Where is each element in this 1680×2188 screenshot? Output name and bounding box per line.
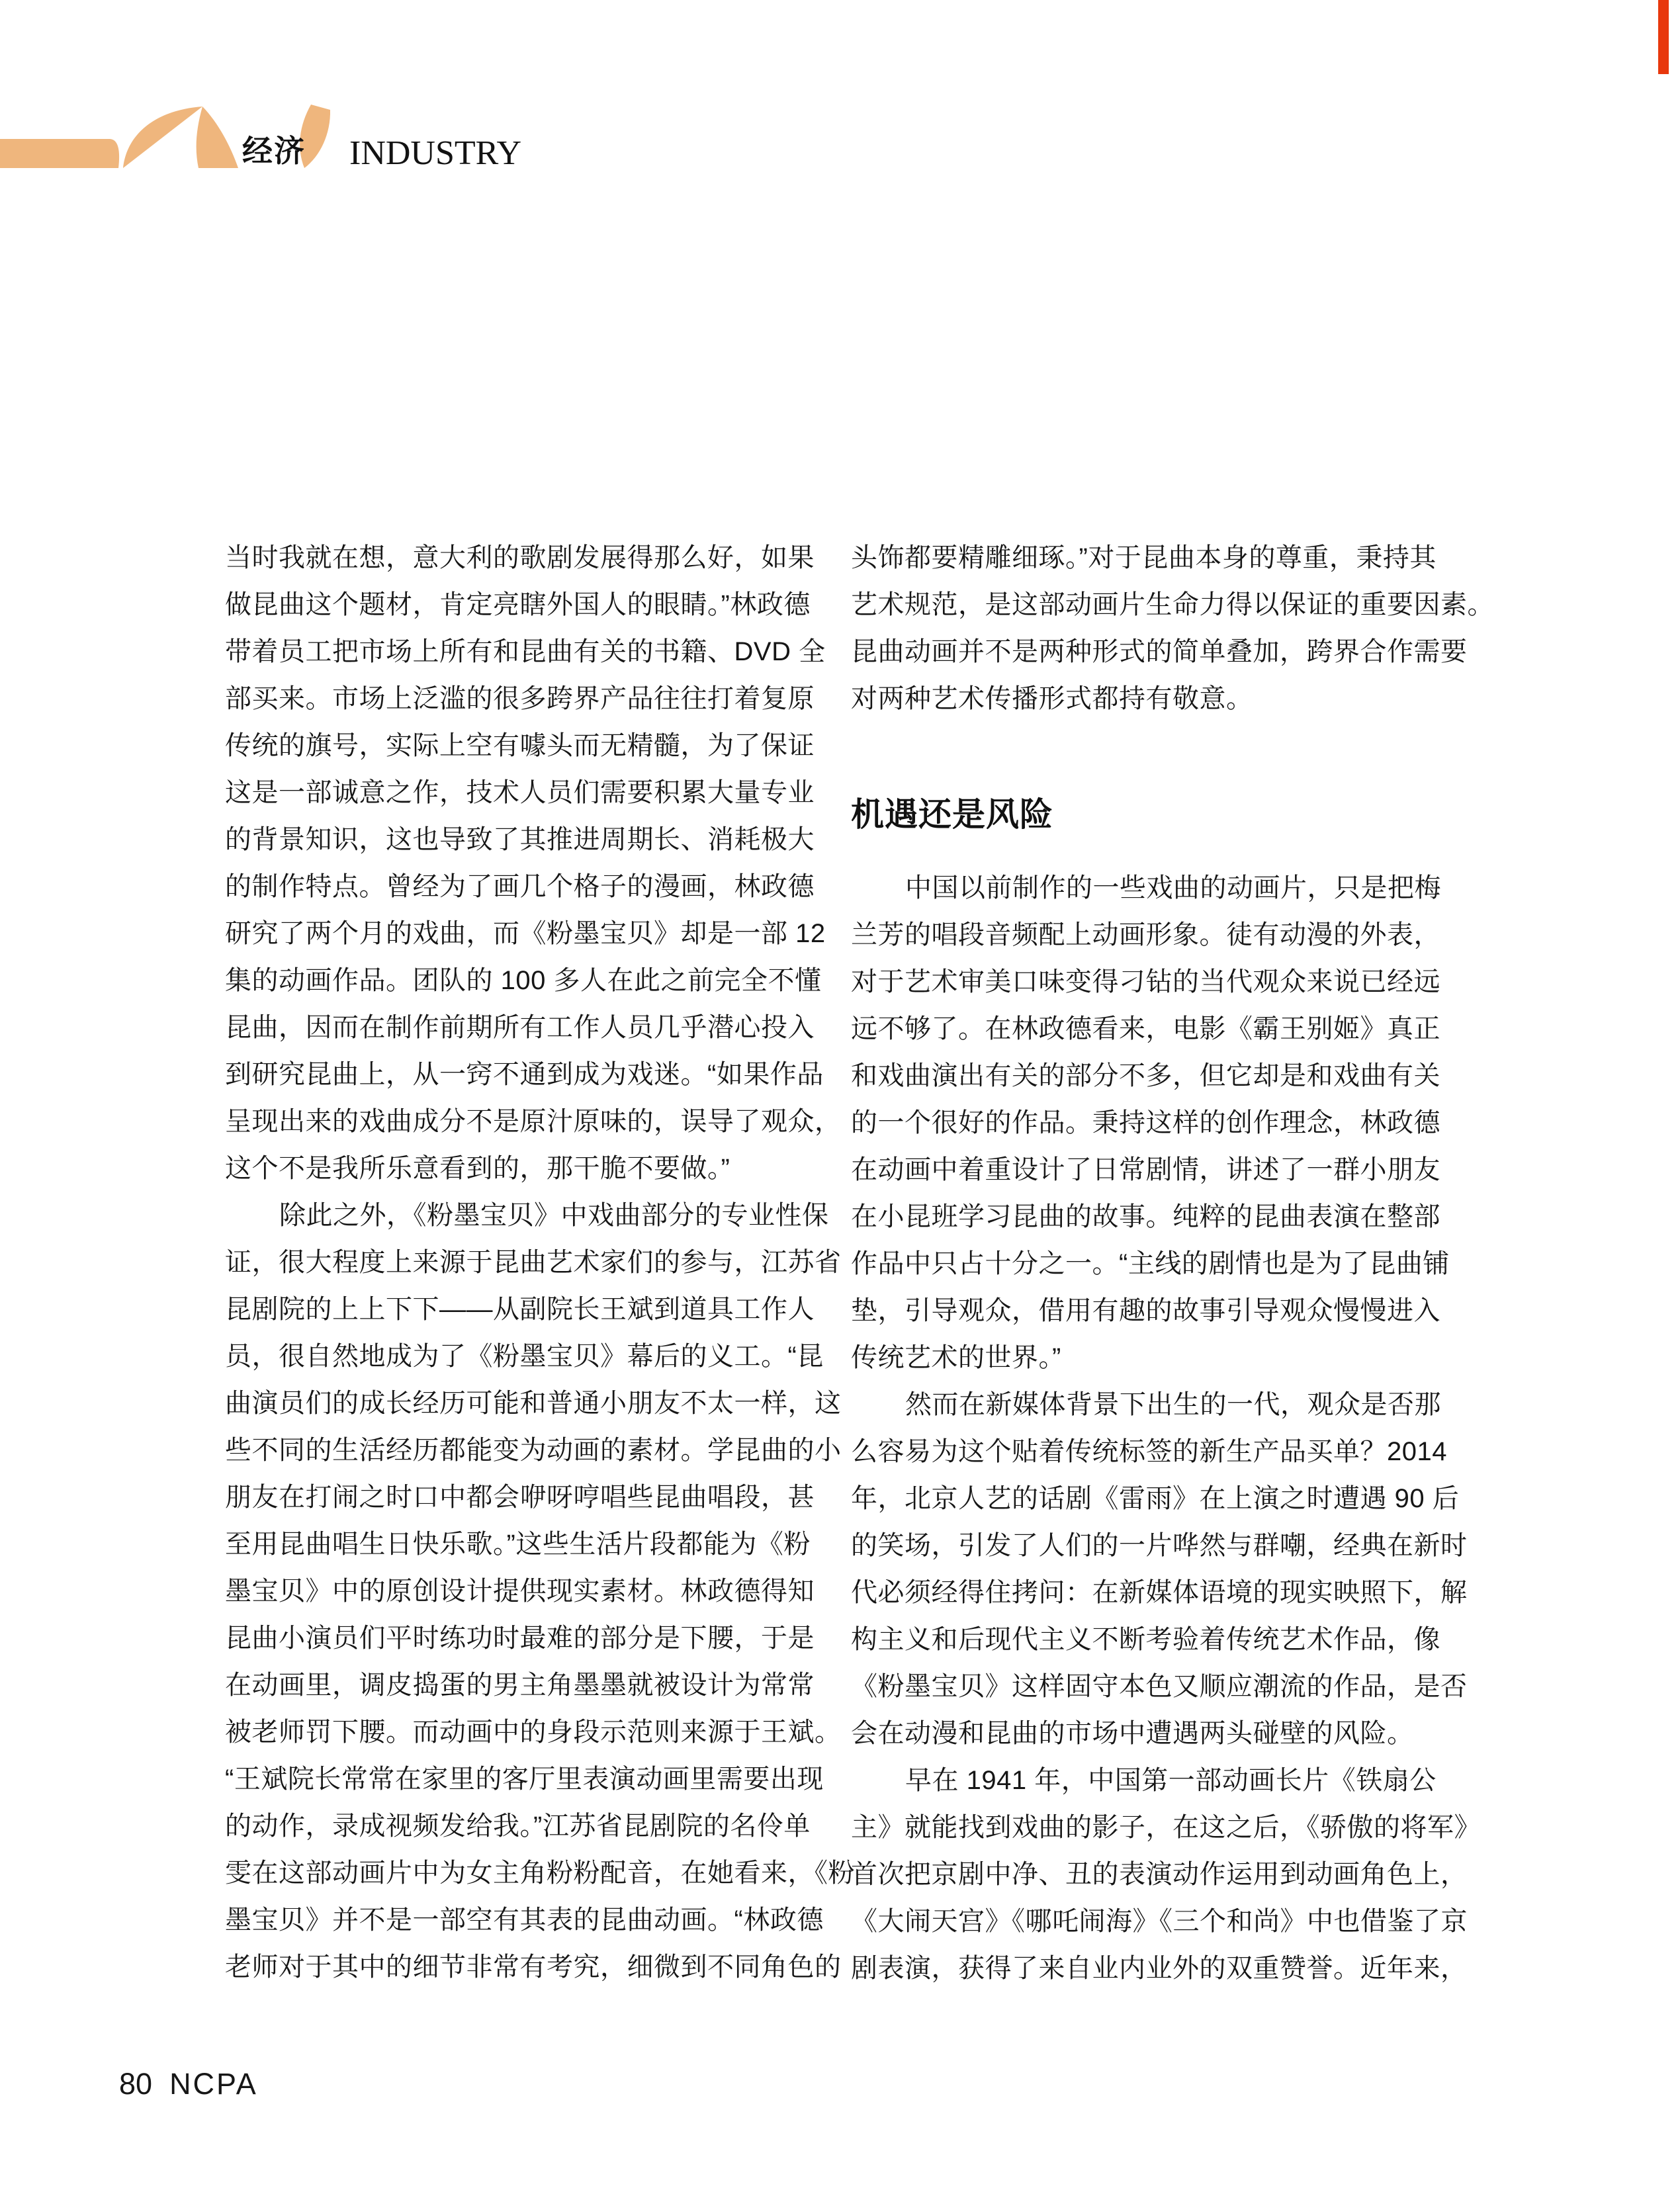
text-line: 雯在这部动画片中为女主角粉粉配音，在她看来，《粉 — [225, 1859, 855, 1888]
text-line: 些不同的生活经历都能变为动画的素材。学昆曲的小 — [225, 1436, 842, 1465]
page-number: 80 — [119, 2067, 153, 2101]
text-line: 艺术规范，是这部动画片生命力得以保证的重要因素。 — [851, 590, 1494, 619]
text-line: 代必须经得住拷问：在新媒体语境的现实映照下，解 — [851, 1578, 1468, 1607]
text-line: 墨宝贝》并不是一部空有其表的昆曲动画。“林政德 — [225, 1905, 824, 1935]
text-line: 《大闹天宫》《哪吒闹海》《三个和尚》中也借鉴了京 — [851, 1907, 1468, 1936]
ornament-bar — [0, 139, 119, 168]
text-line: 朋友在打闹之时口中都会咿呀哼唱些昆曲唱段，甚 — [225, 1483, 815, 1512]
section-label-en: INDUSTRY — [349, 134, 522, 172]
text-line: 剧表演，获得了来自业内业外的双重赞誉。近年来， — [851, 1954, 1468, 1983]
text-line: 这个不是我所乐意看到的，那干脆不要做。” — [225, 1154, 730, 1183]
article-column-right-top — [851, 535, 1494, 722]
text-line: 然而在新媒体背景下出生的一代，观众是否那 — [905, 1390, 1441, 1419]
text-line: 这是一部诚意之作，技术人员们需要积累大量专业 — [225, 778, 815, 807]
text-line: 墨宝贝》中的原创设计提供现实素材。林政德得知 — [225, 1577, 815, 1606]
text-line: 对于艺术审美口味变得刁钻的当代观众来说已经远 — [851, 967, 1440, 996]
text-line: 当时我就在想，意大利的歌剧发展得那么好，如果 — [225, 543, 815, 572]
article-column-left — [225, 535, 855, 1991]
text-line: 呈现出来的戏曲成分不是原汁原味的，误导了观众， — [225, 1107, 842, 1136]
text-line: 兰芳的唱段音频配上动画形象。徒有动漫的外表， — [851, 920, 1440, 949]
text-line: 垫，引导观众，借用有趣的故事引导观众慢慢进入 — [851, 1296, 1440, 1325]
text-line: 证，很大程度上来源于昆曲艺术家们的参与，江苏省 — [225, 1248, 842, 1277]
text-line: 在小昆班学习昆曲的故事。纯粹的昆曲表演在整部 — [851, 1202, 1440, 1231]
text-line: 部买来。市场上泛滥的很多跨界产品往往打着复原 — [225, 684, 815, 713]
text-line: 年，北京人艺的话剧《雷雨》在上演之时遭遇 90 后 — [851, 1484, 1460, 1513]
text-line: 会在动漫和昆曲的市场中遭遇两头碰壁的风险。 — [851, 1719, 1414, 1748]
text-line: “王斌院长常常在家里的客厅里表演动画里需要出现 — [225, 1765, 824, 1794]
text-line: 员，很自然地成为了《粉墨宝贝》幕后的义工。“昆 — [225, 1342, 824, 1371]
text-line: 中国以前制作的一些戏曲的动画片，只是把梅 — [905, 873, 1441, 902]
text-line: 在动画里，调皮捣蛋的男主角墨墨就被设计为常常 — [225, 1671, 815, 1700]
page-footer — [119, 2067, 258, 2101]
text-line: 除此之外，《粉墨宝贝》中戏曲部分的专业性保 — [279, 1201, 829, 1230]
text-line: 的背景知识，这也导致了其推进周期长、消耗极大 — [225, 825, 815, 854]
text-line: 昆曲小演员们平时练功时最难的部分是下腰，于是 — [225, 1624, 815, 1653]
text-line: 研究了两个月的戏曲，而《粉墨宝贝》却是一部 12 — [225, 919, 826, 948]
text-line: 和戏曲演出有关的部分不多，但它却是和戏曲有关 — [851, 1061, 1440, 1090]
text-line: 传统艺术的世界。” — [851, 1343, 1061, 1372]
text-line: 到研究昆曲上，从一窍不通到成为戏迷。“如果作品 — [225, 1060, 824, 1089]
subheading: 机遇还是风险 — [851, 796, 1053, 833]
text-line: 构主义和后现代主义不断考验着传统艺术作品，像 — [851, 1625, 1440, 1654]
text-line: 主》就能找到戏曲的影子，在这之后，《骄傲的将军》 — [851, 1813, 1481, 1842]
text-line: 至用昆曲唱生日快乐歌。”这些生活片段都能为《粉 — [225, 1530, 811, 1559]
text-line: 的动作，录成视频发给我。”江苏省昆剧院的名伶单 — [225, 1812, 811, 1841]
text-line: 作品中只占十分之一。“主线的剧情也是为了昆曲铺 — [851, 1249, 1450, 1278]
text-line: 被老师罚下腰。而动画中的身段示范则来源于王斌。 — [225, 1718, 842, 1747]
ornament-dome — [123, 107, 238, 168]
text-line: 早在 1941 年，中国第一部动画长片《铁扇公 — [905, 1766, 1437, 1795]
text-line: 头饰都要精雕细琢。”对于昆曲本身的尊重，秉持其 — [851, 543, 1437, 572]
text-line: 对两种艺术传播形式都持有敬意。 — [851, 684, 1253, 713]
text-line: 带着员工把市场上所有和昆曲有关的书籍、DVD 全 — [225, 637, 826, 666]
text-line: 首次把京剧中净、丑的表演动作运用到动画角色上， — [851, 1860, 1468, 1889]
text-line: 远不够了。在林政德看来，电影《霸王别姬》真正 — [851, 1014, 1440, 1043]
text-line: 么容易为这个贴着传统标签的新生产品买单？2014 — [851, 1437, 1447, 1466]
text-line: 的笑场，引发了人们的一片哗然与群嘲，经典在新时 — [851, 1531, 1468, 1560]
text-line: 《粉墨宝贝》这样固守本色又顺应潮流的作品，是否 — [851, 1672, 1468, 1701]
text-line: 的制作特点。曾经为了画几个格子的漫画，林政德 — [225, 872, 815, 901]
text-line: 的一个很好的作品。秉持这样的创作理念，林政德 — [851, 1108, 1440, 1137]
text-line: 老师对于其中的细节非常有考究，细微到不同角色的 — [225, 1952, 842, 1982]
text-line: 集的动画作品。团队的 100 多人在此之前完全不懂 — [225, 966, 822, 995]
article-column-right-bottom — [851, 865, 1481, 1992]
text-line: 在动画中着重设计了日常剧情，讲述了一群小朋友 — [851, 1155, 1440, 1184]
text-line: 做昆曲这个题材，肯定亮瞎外国人的眼睛。”林政德 — [225, 590, 811, 619]
magazine-brand: NCPA — [169, 2067, 258, 2101]
text-line: 传统的旗号，实际上空有噱头而无精髓，为了保证 — [225, 731, 815, 760]
section-color-tab — [1658, 0, 1669, 74]
section-label-zh: 经济 — [242, 134, 306, 168]
text-line: 昆曲，因而在制作前期所有工作人员几乎潜心投入 — [225, 1013, 815, 1042]
text-line: 昆剧院的上上下下——从副院长王斌到道具工作人 — [225, 1295, 815, 1324]
text-line: 曲演员们的成长经历可能和普通小朋友不太一样，这 — [225, 1389, 842, 1418]
text-line: 昆曲动画并不是两种形式的简单叠加，跨界合作需要 — [851, 637, 1468, 666]
